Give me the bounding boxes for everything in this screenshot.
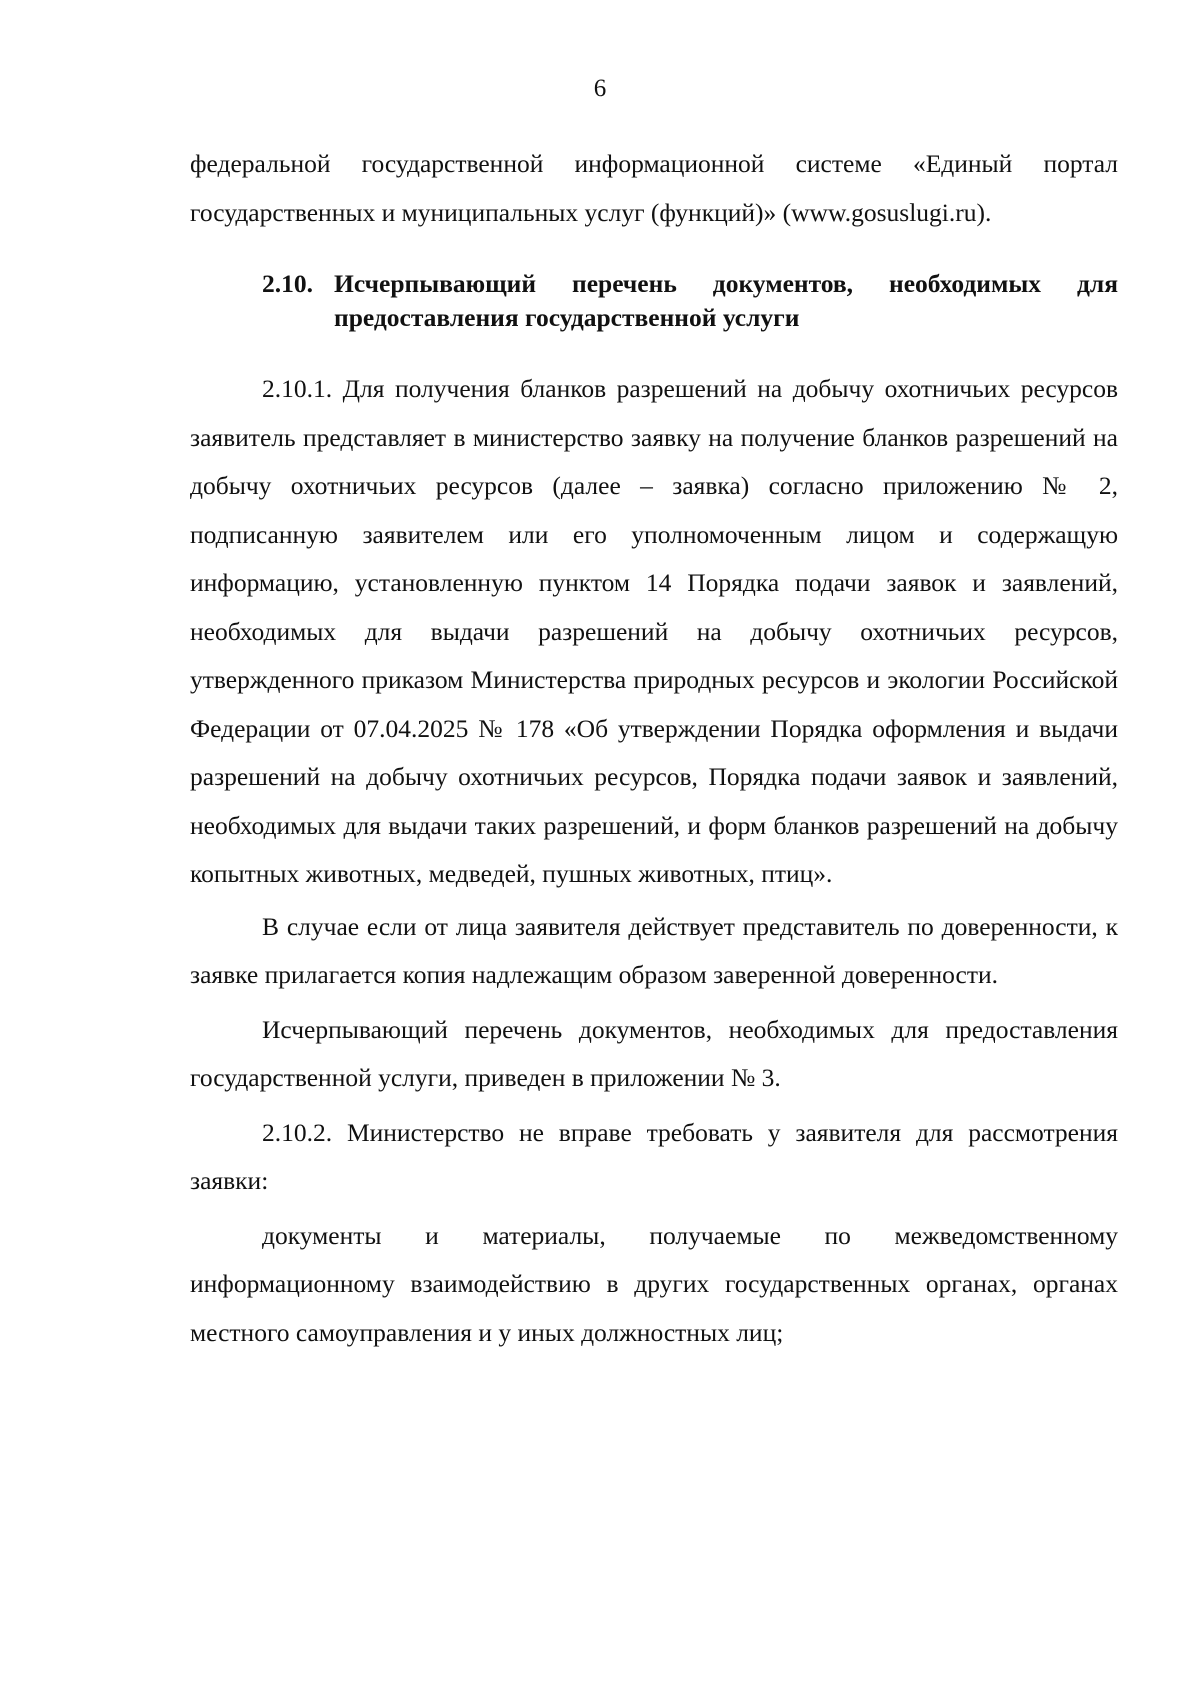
paragraph-2-10-2: 2.10.2. Министерство не вправе требовать у заявителя для рассмотрения заявки: bbox=[190, 1117, 1118, 1195]
paragraph-2-10-1: 2.10.1. Для получения бланков разрешений на добычу охотничьих ресурсов заявитель представляет в министерство заявку на получение бланков разрешений на добычу охотничьих ресурсов (далее – заявка) согласно приложению № 2, подписанную заявителем или его уполномоченным лицом и содержащую информацию, установленную пунктом 14 Порядка подачи заявок и заявлений, необходимых для выдачи разрешений на добычу охотничьих ресурсов, утвержденного приказом Министерства природных ресурсов и экологии Российской Федерации от 07.04.2025 № 178 «Об утверждении Порядка оформления и выдачи разрешений на добычу охотничьих ресурсов, Порядка подачи заявок и заявлений, необходимых для выдачи таких разрешений, и форм бланков разрешений на добычу копытных животных, медведей, пушных животных, птиц». bbox=[190, 374, 1118, 888]
paragraph-representative: В случае если от лица заявителя действует представитель по доверенности, к заявке прилагается копия надлежащим образом заверенной доверенности. bbox=[190, 911, 1118, 989]
section-number: 2.10. bbox=[262, 269, 313, 298]
document-body bbox=[190, 140, 1118, 1357]
section-title: Исчерпывающий перечень документов, необходимых для предоставления государственной услуги bbox=[334, 269, 1118, 332]
paragraph-interagency-documents: документы и материалы, получаемые по межведомственному информационному взаимодействию в других государственных органах, органах местного самоуправления и у иных должностных лиц; bbox=[190, 1220, 1118, 1347]
page-number: 6 bbox=[593, 75, 607, 102]
section-heading bbox=[190, 267, 1118, 335]
paragraph-documents-list: Исчерпывающий перечень документов, необходимых для предоставления государственной услуги, приведен в приложении № 3. bbox=[190, 1014, 1118, 1092]
intro-paragraph: федеральной государственной информационной системе «Единый портал государственных и муниципальных услуг (функций)» (www.gosuslugi.ru). bbox=[190, 149, 1118, 227]
